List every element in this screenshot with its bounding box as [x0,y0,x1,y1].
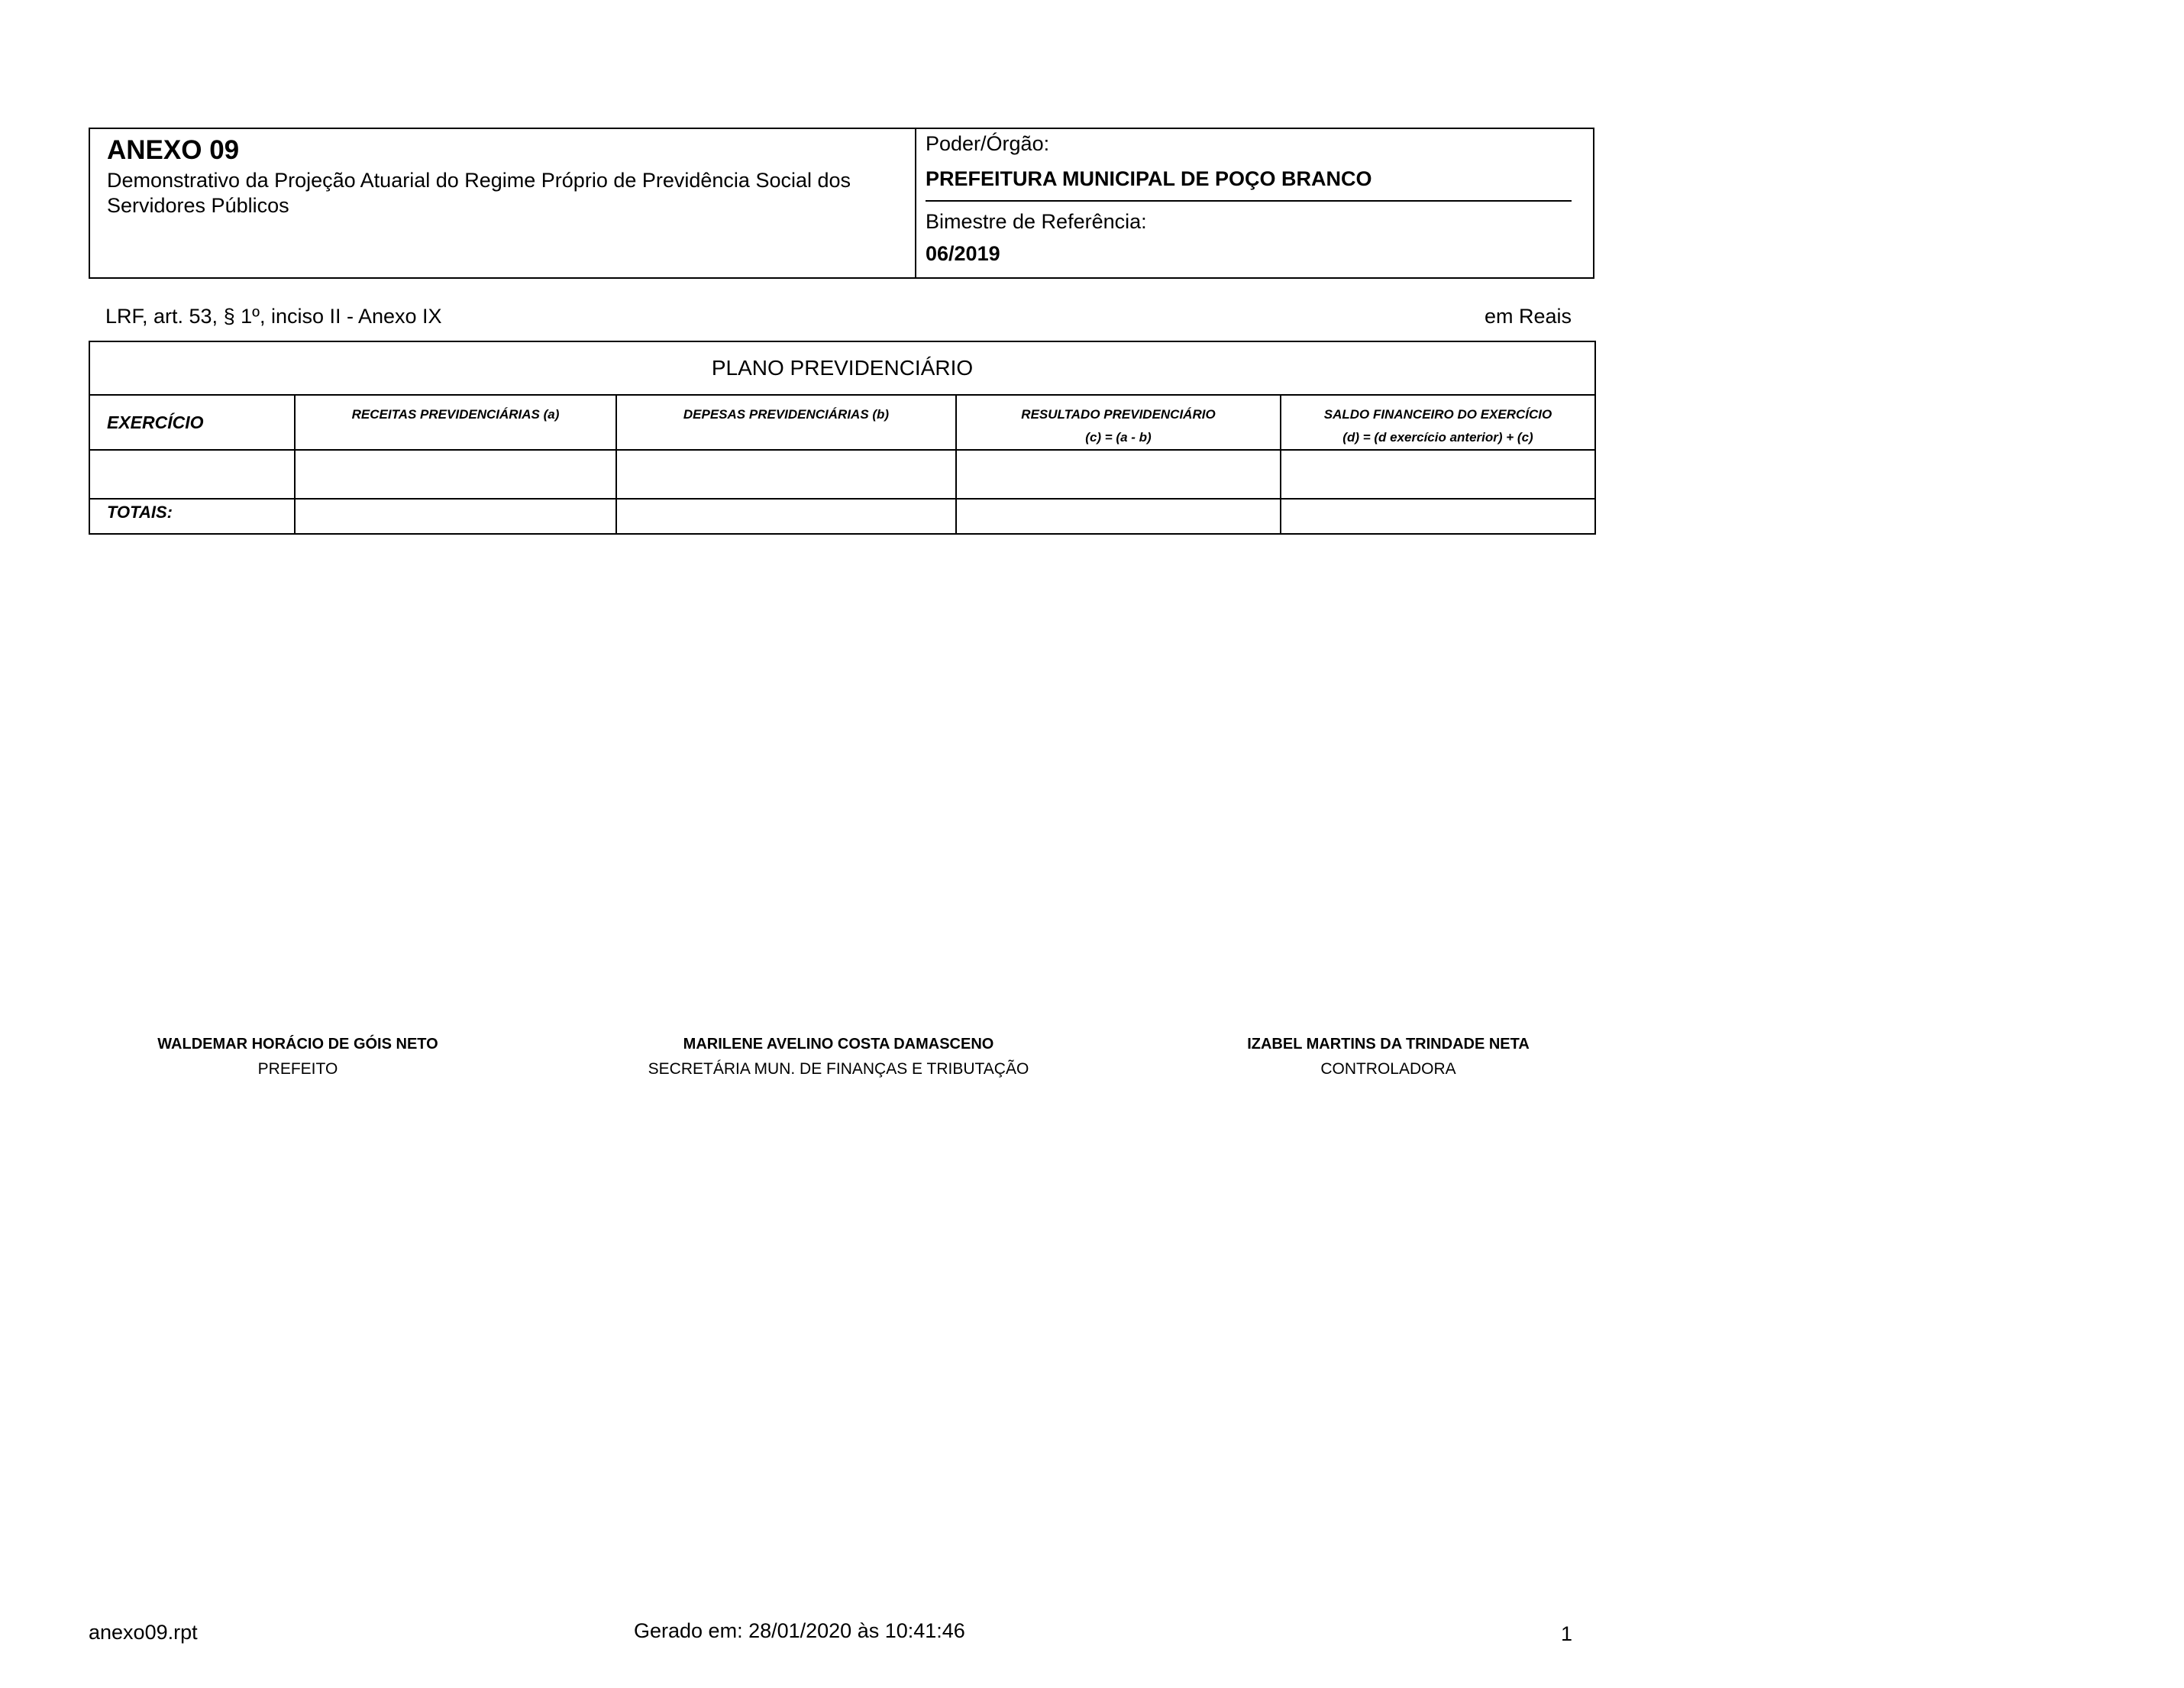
column-header-label: DEPESAS PREVIDENCIÁRIAS (b) [683,407,890,422]
totals-label: TOTAIS: [89,499,295,534]
report-header [89,128,1594,279]
totals-cell [616,499,956,534]
totals-cell [956,499,1281,534]
signatory-name: IZABEL MARTINS DA TRINDADE NETA [1247,1036,1530,1053]
column-header-formula: (c) = (a - b) [1085,430,1152,445]
table-cell [295,450,616,499]
table-cell [1281,450,1595,499]
column-header-label: RESULTADO PREVIDENCIÁRIO [1021,407,1216,422]
footer-file-name: anexo09.rpt [89,1621,198,1644]
footer-page-number: 1 [1561,1622,1573,1645]
column-header-exercise [89,395,295,450]
footer-generated-at: Gerado em: 28/01/2020 às 10:41:46 [634,1619,965,1642]
column-header-expenses [616,395,956,450]
totals-cell [1281,499,1595,534]
currency-unit: em Reais [1484,305,1572,328]
signatory-role: PREFEITO [257,1060,338,1078]
table-cell [956,450,1281,499]
header-separator-line [926,200,1572,202]
signatory-name: MARILENE AVELINO COSTA DAMASCENO [683,1036,994,1053]
column-header-row [89,395,1595,450]
signature-controller [1220,1034,1556,1081]
pension-plan-table [89,341,1596,535]
totals-cell [295,499,616,534]
signature-finance-secretary [609,1034,1068,1081]
organ-value: PREFEITURA MUNICIPAL DE POÇO BRANCO [926,167,1372,190]
annex-title: ANEXO 09 [107,135,240,165]
period-label: Bimestre de Referência: [926,210,1147,233]
annex-description: Demonstrativo da Projeção Atuarial do Regime Próprio de Previdência Social dos Servidores Públicos [107,169,851,217]
column-header-balance [1281,395,1595,450]
column-header-label: RECEITAS PREVIDENCIÁRIAS (a) [351,407,560,422]
period-value: 06/2019 [926,242,1000,265]
column-header-result [956,395,1281,450]
signatory-role: SECRETÁRIA MUN. DE FINANÇAS E TRIBUTAÇÃO [648,1060,1029,1078]
legal-reference: LRF, art. 53, § 1º, inciso II - Anexo IX [105,305,442,328]
column-header-label: SALDO FINANCEIRO DO EXERCÍCIO [1323,407,1552,422]
signature-mayor [131,1034,464,1081]
table-cell [89,450,295,499]
column-header-label: EXERCÍCIO [107,412,204,432]
column-header-formula: (d) = (d exercício anterior) + (c) [1342,430,1533,445]
table-title: PLANO PREVIDENCIÁRIO [89,341,1595,395]
signatory-role: CONTROLADORA [1320,1060,1456,1078]
totals-row [89,499,1595,534]
signatory-name: WALDEMAR HORÁCIO DE GÓIS NETO [157,1036,438,1053]
organ-label: Poder/Órgão: [926,132,1050,155]
table-row [89,450,1595,499]
column-header-revenues [295,395,616,450]
table-cell [616,450,956,499]
